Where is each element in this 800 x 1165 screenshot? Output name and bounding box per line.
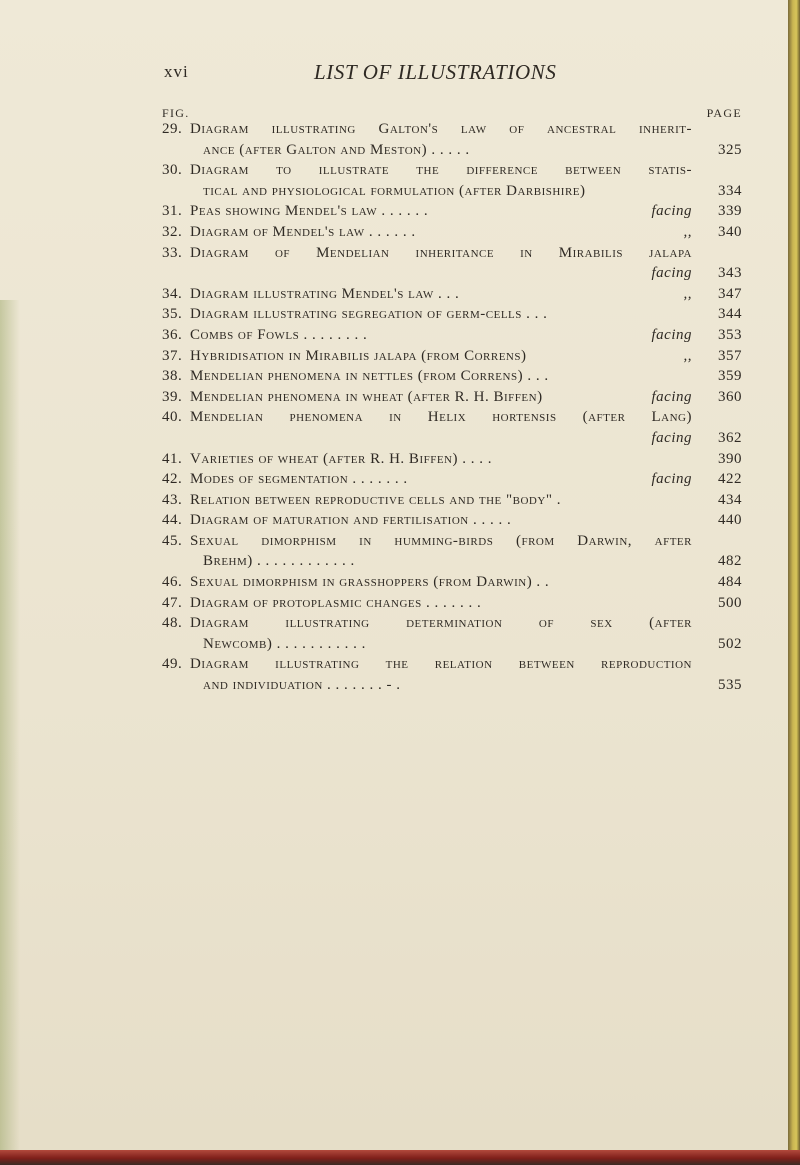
entry-line: [162, 304, 742, 325]
page-number: 484: [718, 574, 742, 591]
entry-continuation-line: [162, 675, 742, 696]
illustration-entry: [162, 201, 742, 222]
entry-line: [162, 531, 742, 552]
entry-title: and individuation . . . . . . . - .: [203, 677, 401, 694]
entry-line: [162, 490, 742, 511]
entry-title: tical and physiological formulation (after Darbishire): [203, 182, 586, 199]
page-number: 434: [718, 491, 742, 508]
entry-line: [162, 160, 742, 181]
page-number: 359: [718, 368, 742, 385]
entry-title: Sexual dimorphism in grasshoppers (from Darwin) . .: [190, 574, 550, 591]
figure-number: 33.: [162, 244, 183, 261]
entry-line: [162, 325, 742, 346]
page-number: 339: [718, 203, 742, 220]
figure-number: 42.: [162, 471, 183, 488]
illustration-entry: [162, 222, 742, 243]
illustration-entry: [162, 304, 742, 325]
entry-title: Diagram of maturation and fertilisation . . . . .: [190, 512, 512, 529]
illustration-entry: [162, 160, 742, 201]
entry-continuation-line: [162, 428, 742, 449]
page-number: 325: [718, 141, 742, 158]
illustration-entry: [162, 366, 742, 387]
page-stain: [0, 300, 20, 1150]
page-number: 440: [718, 512, 742, 529]
facing-label: ,,: [683, 223, 692, 240]
illustration-entry: [162, 593, 742, 614]
entry-title: Sexual dimorphism in humming-birds (from Darwin, after: [190, 532, 692, 549]
facing-label: facing: [651, 471, 692, 488]
illustration-entry: [162, 119, 742, 160]
entry-title: Diagram illustrating determination of sex (after: [190, 615, 692, 632]
entry-title: Diagram of protoplasmic changes . . . . . . .: [190, 594, 482, 611]
facing-label: facing: [651, 203, 692, 220]
figure-number: 39.: [162, 388, 183, 405]
entry-line: [162, 366, 742, 387]
entry-title: Mendelian phenomena in Helix hortensis (after Lang): [190, 409, 692, 426]
entry-title: Combs of Fowls . . . . . . . .: [190, 326, 368, 343]
illustration-entry: [162, 346, 742, 367]
illustration-entry: [162, 531, 742, 572]
illustration-entry: [162, 325, 742, 346]
entry-title: Mendelian phenomena in wheat (after R. H. Biffen): [190, 388, 543, 405]
entry-line: [162, 613, 742, 634]
page-number: 422: [718, 471, 742, 488]
entry-continuation-line: [162, 634, 742, 655]
page-number: 360: [718, 388, 742, 405]
entry-title: Diagram illustrating Galton's law of ancestral inherit-: [190, 121, 692, 137]
figure-number: 49.: [162, 656, 183, 673]
facing-label: facing: [651, 265, 692, 282]
entry-line: [162, 510, 742, 531]
illustration-entry: [162, 490, 742, 511]
figure-number: 31.: [162, 203, 183, 220]
entry-title: Mendelian phenomena in nettles (from Correns) . . .: [190, 368, 549, 385]
entry-title: Diagram illustrating segregation of germ-cells . . .: [190, 306, 548, 323]
running-header: [0, 60, 788, 84]
figure-number: 45.: [162, 532, 183, 549]
facing-label: facing: [651, 429, 692, 446]
figure-number: 37.: [162, 347, 183, 364]
entry-line: [162, 407, 742, 428]
figure-number: 35.: [162, 306, 183, 323]
figure-number: 43.: [162, 491, 183, 508]
figure-number: 41.: [162, 450, 183, 467]
column-headings: [162, 106, 742, 120]
page-folio: xvi: [164, 62, 189, 81]
entry-title: Diagram of Mendel's law . . . . . .: [190, 223, 416, 240]
page-number: 362: [718, 429, 742, 446]
illustration-entry: [162, 469, 742, 490]
figure-number: 38.: [162, 368, 183, 385]
illustration-entry: [162, 654, 742, 695]
entry-title: ance (after Galton and Meston) . . . . .: [203, 141, 470, 158]
figure-number: 46.: [162, 574, 183, 591]
figure-number: 48.: [162, 615, 183, 632]
entry-title: Diagram illustrating the relation between reproduction: [190, 656, 692, 673]
book-edge-right: [788, 0, 800, 1165]
page-number: 344: [718, 306, 742, 323]
page-number: 500: [718, 594, 742, 611]
page-number: 334: [718, 182, 742, 199]
figure-number: 47.: [162, 594, 183, 611]
figure-number: 44.: [162, 512, 183, 529]
figure-number: 30.: [162, 162, 183, 179]
entry-line: [162, 119, 742, 140]
entry-line: [162, 284, 742, 305]
page-number: 535: [718, 677, 742, 694]
figure-number: 34.: [162, 285, 183, 302]
entry-title: Relation between reproductive cells and the "body" .: [190, 491, 561, 508]
fig-column-heading: FIG.: [162, 106, 190, 120]
entry-continuation-line: [162, 551, 742, 572]
illustration-entry: [162, 387, 742, 408]
entry-title: Diagram of Mendelian inheritance in Mirabilis jalapa: [190, 244, 692, 261]
entry-title: Peas showing Mendel's law . . . . . .: [190, 203, 429, 220]
figure-number: 29.: [162, 121, 183, 137]
entry-line: [162, 654, 742, 675]
figure-number: 32.: [162, 223, 183, 240]
entry-title: Newcomb) . . . . . . . . . . .: [203, 635, 366, 652]
page-number: 390: [718, 450, 742, 467]
entry-line: [162, 346, 742, 367]
page-number: 357: [718, 347, 742, 364]
page-number: 353: [718, 326, 742, 343]
page-number: 347: [718, 285, 742, 302]
entry-line: [162, 593, 742, 614]
entry-line: [162, 572, 742, 593]
facing-label: facing: [651, 326, 692, 343]
entry-continuation-line: [162, 181, 742, 202]
entry-title: Diagram illustrating Mendel's law . . .: [190, 285, 460, 302]
page-number: 502: [718, 635, 742, 652]
entry-line: [162, 201, 742, 222]
book-cover-bottom: [0, 1150, 800, 1165]
entry-continuation-line: [162, 263, 742, 284]
entry-line: [162, 387, 742, 408]
entry-line: [162, 469, 742, 490]
page-number: 482: [718, 553, 742, 570]
illustration-entry: [162, 407, 742, 448]
entry-title: Varieties of wheat (after R. H. Biffen) . . . .: [190, 450, 492, 467]
page-number: 340: [718, 223, 742, 240]
illustration-entry: [162, 284, 742, 305]
entry-title: Hybridisation in Mirabilis jalapa (from Correns): [190, 347, 527, 364]
running-title: LIST OF ILLUSTRATIONS: [314, 60, 557, 84]
entry-line: [162, 243, 742, 264]
entry-title: Brehm) . . . . . . . . . . . .: [203, 553, 355, 570]
facing-label: ,,: [683, 347, 692, 364]
page-number: 343: [718, 265, 742, 282]
entry-title: Diagram to illustrate the difference between statis-: [190, 162, 692, 179]
entry-line: [162, 222, 742, 243]
entry-line: [162, 449, 742, 470]
illustrations-list: [162, 119, 742, 696]
figure-number: 40.: [162, 409, 183, 426]
page-column-heading: PAGE: [706, 106, 742, 120]
illustration-entry: [162, 243, 742, 284]
illustration-entry: [162, 613, 742, 654]
facing-label: ,,: [683, 285, 692, 302]
figure-number: 36.: [162, 326, 183, 343]
illustration-entry: [162, 449, 742, 470]
entry-continuation-line: [162, 140, 742, 161]
entry-title: Modes of segmentation . . . . . . .: [190, 471, 408, 488]
facing-label: facing: [651, 388, 692, 405]
illustration-entry: [162, 572, 742, 593]
illustration-entry: [162, 510, 742, 531]
